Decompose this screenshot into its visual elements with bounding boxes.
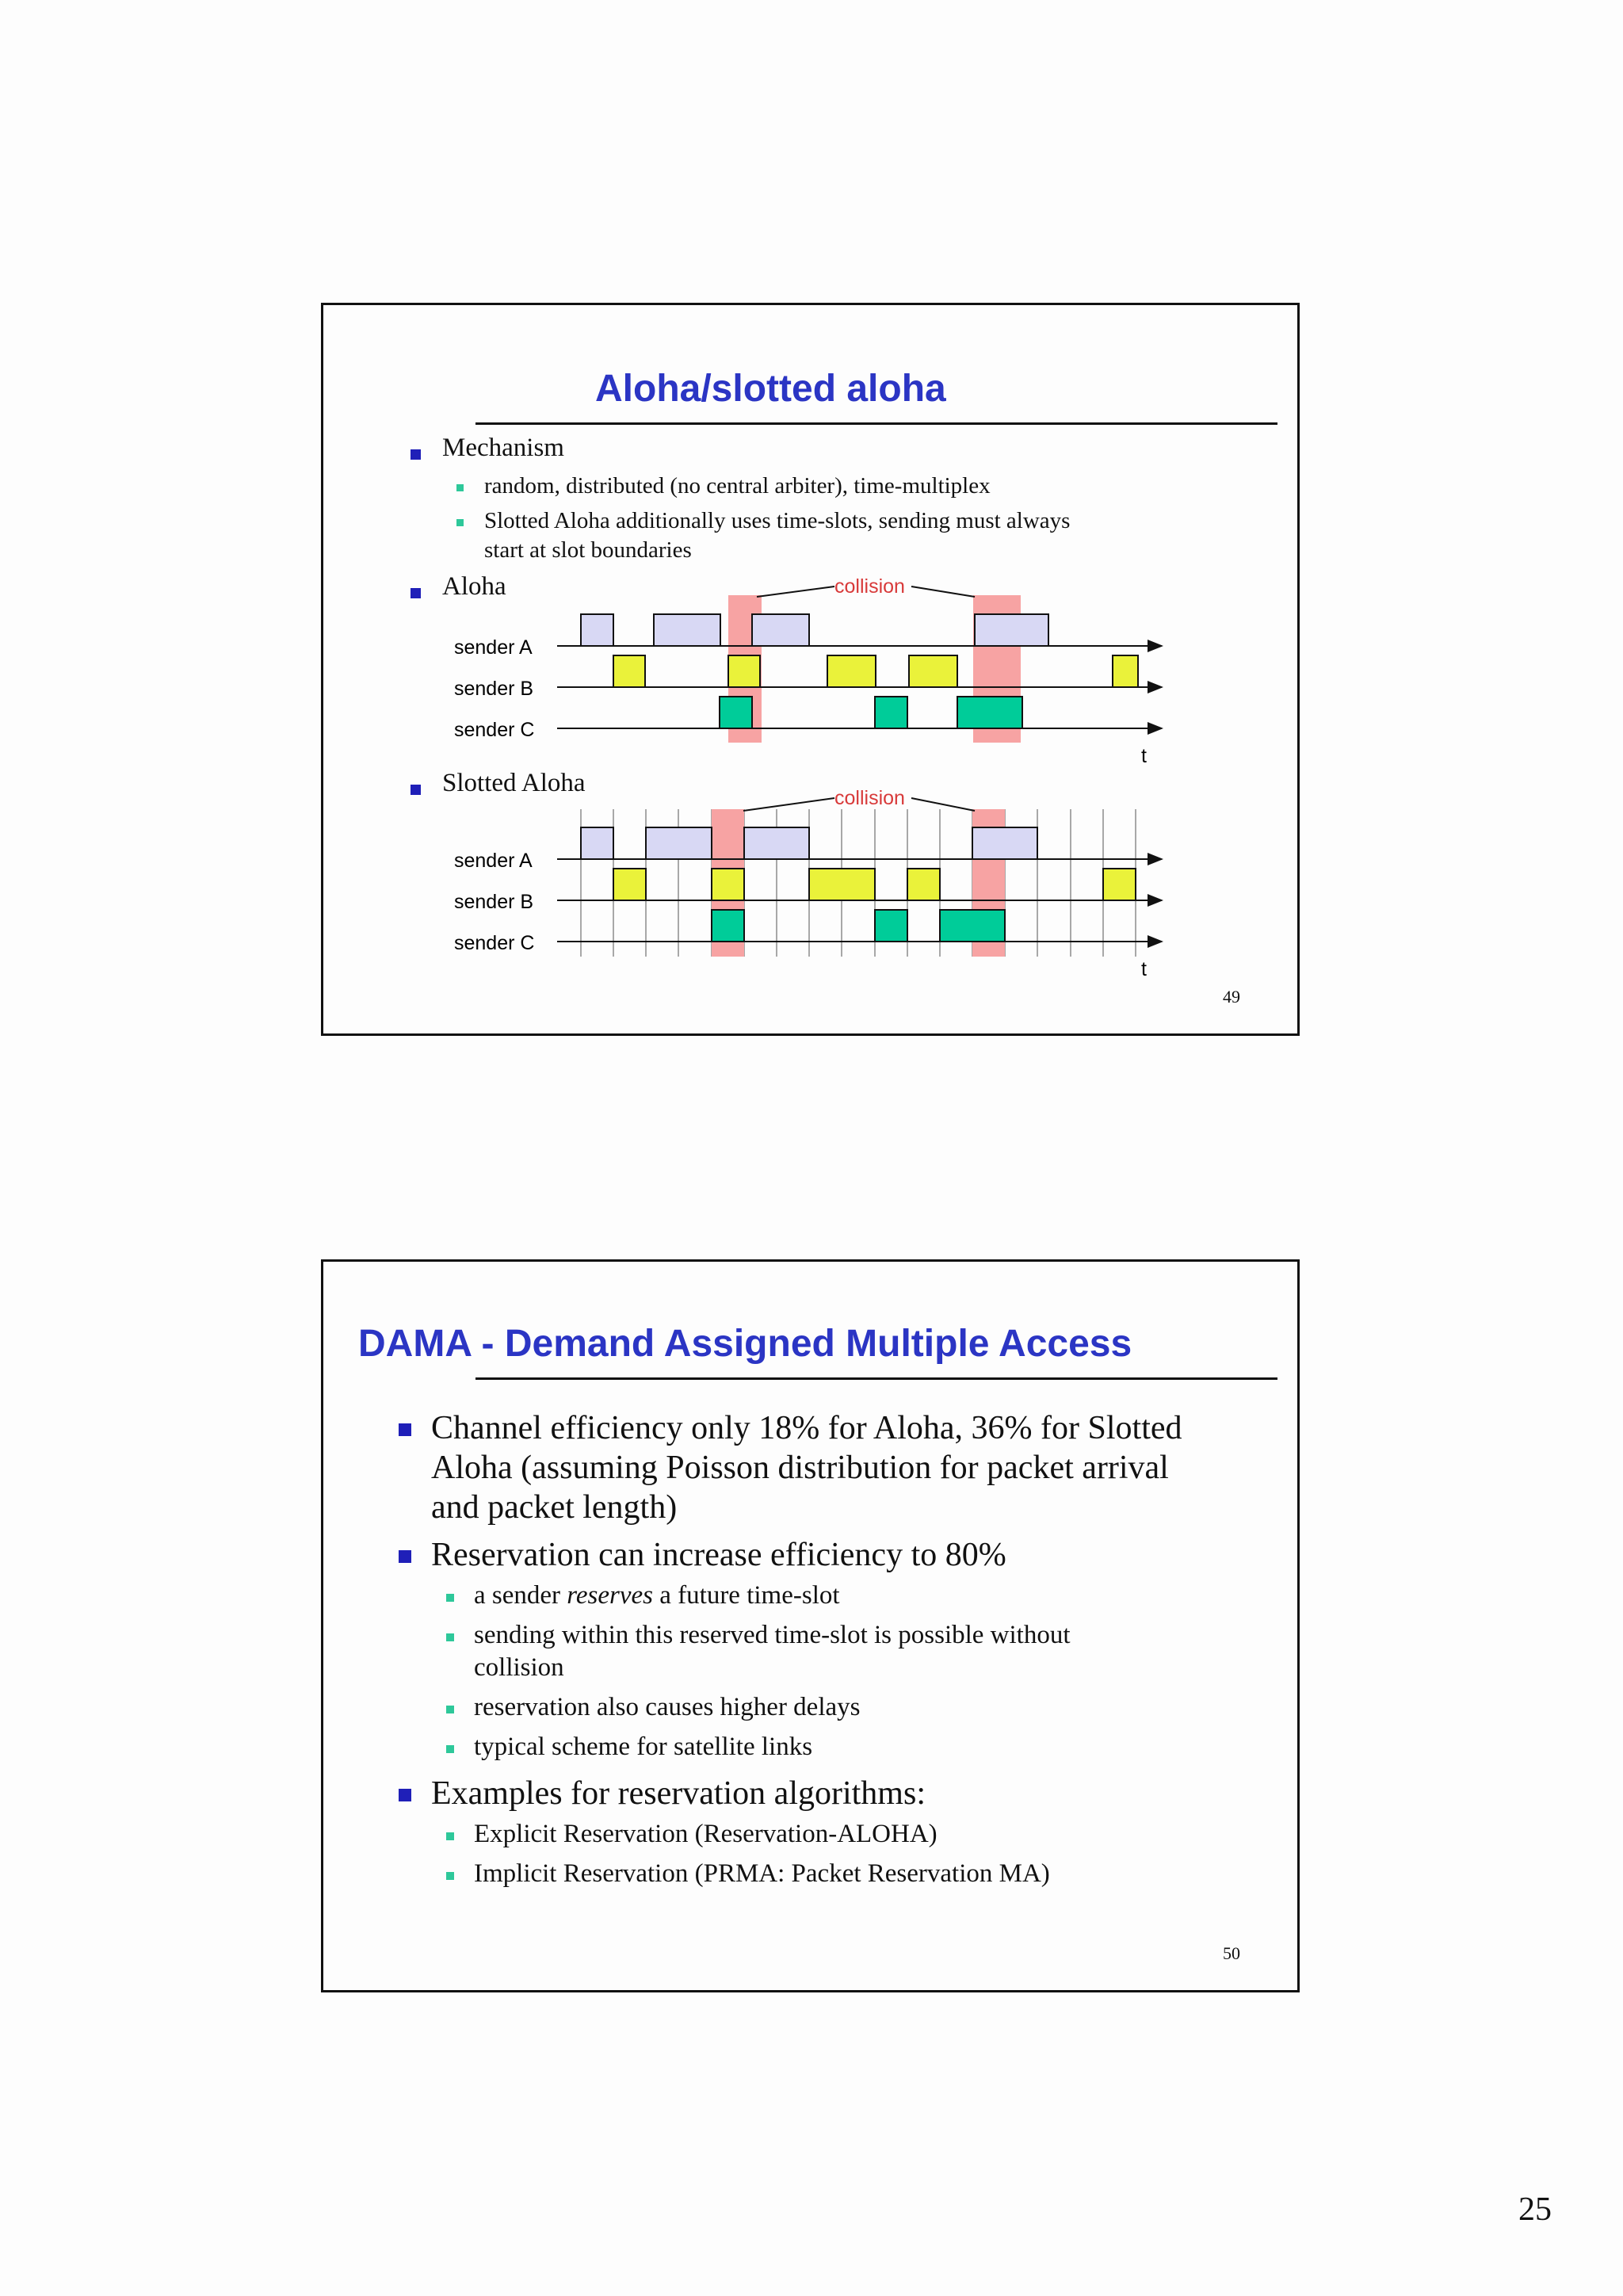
sender-c-label: sender C — [454, 719, 535, 741]
sub-bullet-text: Explicit Reservation (Reservation-ALOHA) — [474, 1820, 938, 1848]
bullet-line: Aloha (assuming Poisson distribution for packet arrival — [431, 1450, 1169, 1486]
slide-number: 50 — [1223, 1943, 1240, 1963]
collision-pointer — [911, 798, 975, 811]
sender-a-label: sender A — [454, 636, 533, 659]
slide-aloha — [321, 303, 1300, 1036]
bullet-mechanism: Mechanism — [442, 434, 564, 462]
sub-bullet-icon — [446, 1633, 454, 1641]
sub-bullet-icon — [446, 1594, 454, 1602]
bullet-aloha: Aloha — [442, 572, 506, 601]
bullet-line: Examples for reservation algorithms: — [431, 1775, 926, 1812]
packet-c — [940, 910, 1005, 942]
slide-dama — [321, 1259, 1300, 1992]
sender-a-label: sender A — [454, 850, 533, 872]
slide-title: DAMA - Demand Assigned Multiple Access — [358, 1323, 1132, 1365]
packet-a — [744, 827, 809, 859]
time-axis-label: t — [1141, 745, 1147, 767]
bullet-line: Channel efficiency only 18% for Aloha, 36% for Slotted — [431, 1410, 1182, 1446]
sub-bullet-text: sending within this reserved time-slot is possible without — [474, 1621, 1071, 1649]
sub-bullet-icon — [446, 1745, 454, 1753]
time-axis-label: t — [1141, 958, 1147, 980]
packet-b — [1103, 869, 1136, 900]
packet-c — [875, 910, 907, 942]
sub-bullet-text: Slotted Aloha additionally uses time-slots, sending must always — [484, 508, 1071, 533]
bullet-square-icon — [399, 1423, 411, 1436]
sender-c-label: sender C — [454, 932, 535, 954]
bullet-square-icon — [399, 1789, 411, 1801]
sender-b-label: sender B — [454, 891, 534, 913]
bullet-line: and packet length) — [431, 1489, 678, 1526]
sub-bullet-text: reservation also causes higher delays — [474, 1693, 861, 1721]
sub-bullet-icon — [446, 1706, 454, 1713]
sub-bullet-text-continued: collision — [474, 1653, 564, 1682]
sub-bullet-text: Implicit Reservation (PRMA: Packet Reservation MA) — [474, 1859, 1050, 1888]
slide-title: Aloha/slotted aloha — [595, 368, 946, 410]
page-number: 25 — [1518, 2191, 1552, 2228]
sub-bullet-text-continued: start at slot boundaries — [484, 537, 692, 563]
bullet-line: Reservation can increase efficiency to 80% — [431, 1537, 1006, 1573]
slide-number: 49 — [1223, 987, 1240, 1007]
collision-label: collision — [834, 787, 905, 809]
collision-pointer — [743, 798, 834, 811]
sender-b-label: sender B — [454, 678, 534, 700]
sub-bullet-text: random, distributed (no central arbiter), time-multiplex — [484, 473, 991, 499]
packet-b — [613, 869, 646, 900]
sub-bullet-text: typical scheme for satellite links — [474, 1733, 813, 1761]
packet-a — [646, 827, 712, 859]
packet-b — [712, 869, 744, 900]
title-underline — [475, 1377, 1277, 1380]
bullet-square-icon — [399, 1550, 411, 1563]
sub-bullet-icon — [446, 1872, 454, 1880]
bullet-slotted-aloha: Slotted Aloha — [442, 769, 586, 797]
packet-a — [972, 827, 1037, 859]
sub-bullet-text: a sender reserves a future time-slot — [474, 1581, 840, 1610]
packet-c — [712, 910, 744, 942]
packet-b — [907, 869, 940, 900]
sub-bullet-icon — [446, 1832, 454, 1840]
collision-label: collision — [834, 575, 905, 598]
packet-b — [809, 869, 875, 900]
packet-a — [581, 827, 613, 859]
slotted-aloha-timing-diagram — [323, 305, 1297, 1033]
